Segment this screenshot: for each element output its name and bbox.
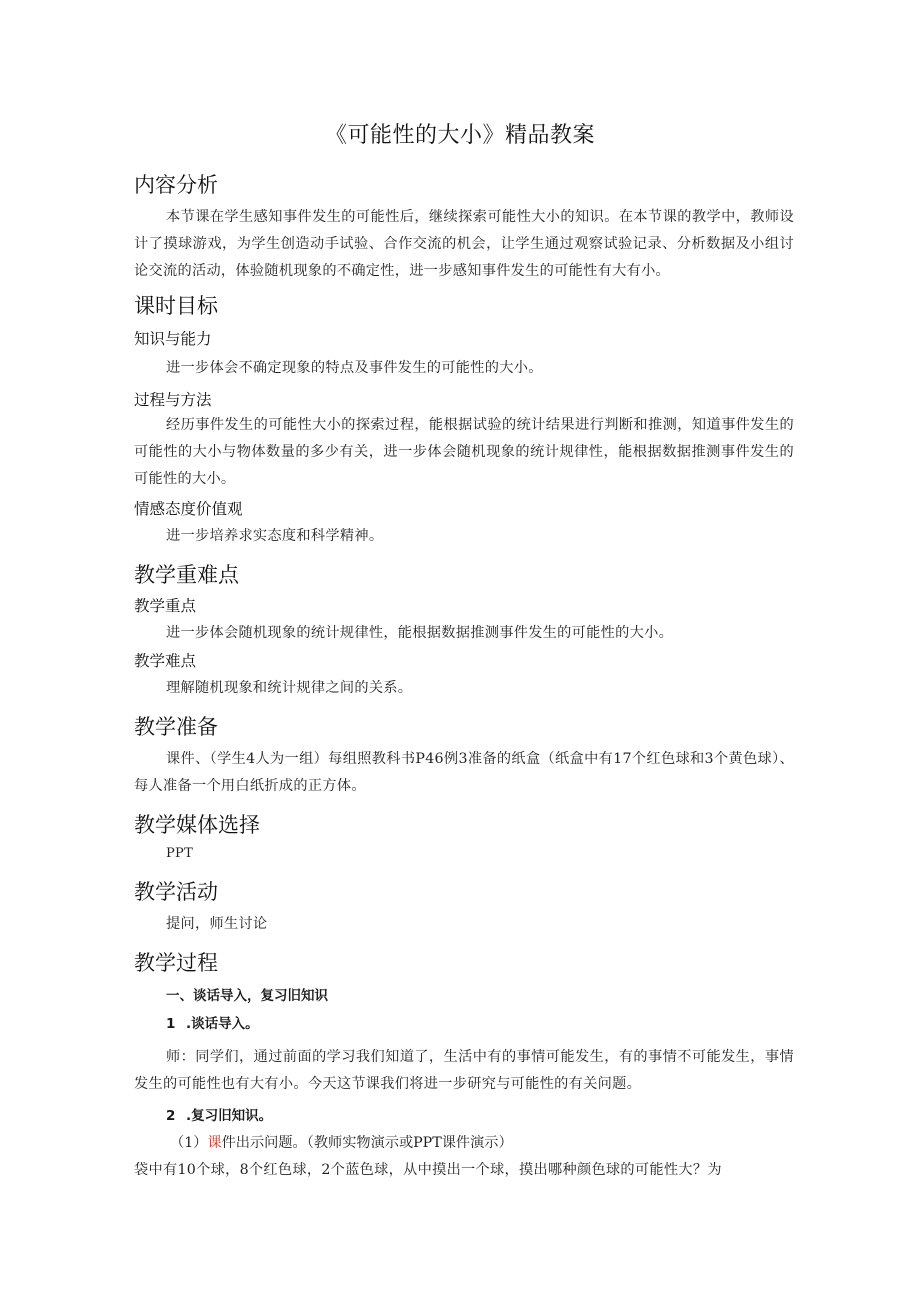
process-sub-1-prefix: （1） bbox=[170, 1135, 208, 1151]
process-item-1-text: 师：同学们，通过前面的学习我们知道了，生活中有的事情可能发生，有的事情不可能发生，事情发生的可能性也有大有小。今天这节课我们将进一步研究与可能性的有关问题。 bbox=[134, 1049, 794, 1092]
activity-text: 提问，师生讨论 bbox=[166, 916, 268, 932]
process-method-text: 经历事件发生的可能性大小的探索过程，能根据试验的统计结果进行判断和推测，知道事件发生的可能性的大小与物体数量的多少有关，进一步体会随机现象的统计规律性，能根据数据推测事件发生的可能性的大小。 bbox=[134, 417, 794, 487]
subheading-knowledge: 知识与能力 bbox=[134, 330, 212, 348]
subheading-process-method: 过程与方法 bbox=[134, 391, 212, 409]
subheading-difficulty: 教学难点 bbox=[134, 652, 197, 670]
section-heading-process: 教学过程 bbox=[134, 951, 218, 975]
media-text: PPT bbox=[166, 846, 194, 861]
section-heading-content-analysis: 内容分析 bbox=[134, 173, 218, 197]
section-heading-activity: 教学活动 bbox=[134, 880, 218, 904]
subheading-emotion: 情感态度价值观 bbox=[134, 500, 243, 518]
process-sub-1-text: 袋中有10个球，8个红色球，2个蓝色球，从中摸出一个球，摸出哪种颜色球的可能性大？为 bbox=[134, 1162, 722, 1178]
process-item-2-number: 2 bbox=[166, 1108, 176, 1124]
subheading-focus: 教学重点 bbox=[134, 597, 197, 615]
process-item-2-label: .复习旧知识。 bbox=[186, 1108, 273, 1124]
process-item-1-label: .谈话导入。 bbox=[186, 1016, 259, 1032]
process-item-1 bbox=[134, 1010, 794, 1038]
process-sub-1-rest: 件出示问题。（教师实物演示或PPT课件演示） bbox=[221, 1135, 513, 1151]
section-heading-key-points: 教学重难点 bbox=[134, 563, 239, 587]
focus-text: 进一步体会随机现象的统计规律性，能根据数据推测事件发生的可能性的大小。 bbox=[166, 625, 674, 641]
process-item-2 bbox=[134, 1102, 794, 1130]
process-sub-1 bbox=[134, 1130, 794, 1157]
section-heading-objectives: 课时目标 bbox=[134, 294, 218, 318]
document-title: 《可能性的大小》精品教案 bbox=[324, 123, 595, 148]
difficulty-text: 理解随机现象和统计规律之间的关系。 bbox=[166, 680, 413, 696]
section-heading-preparation: 教学准备 bbox=[134, 715, 218, 739]
knowledge-text: 进一步体会不确定现象的特点及事件发生的可能性的大小。 bbox=[166, 360, 543, 376]
preparation-text: 课件、（学生4人为一组）每组照教科书P46例3准备的纸盒（纸盒中有17个红色球和3个黄色球）、每人准备一个用白纸折成的正方体。 bbox=[134, 751, 794, 794]
process-sub-1-highlight: 课 bbox=[207, 1135, 222, 1151]
process-item-1-number: 1 bbox=[166, 1016, 176, 1032]
emotion-text: 进一步培养求实态度和科学精神。 bbox=[166, 528, 384, 544]
section-heading-media: 教学媒体选择 bbox=[134, 813, 260, 837]
document-body bbox=[134, 170, 794, 1184]
process-step-1: 一、谈话导入，复习旧知识 bbox=[166, 988, 328, 1004]
content-analysis-text: 本节课在学生感知事件发生的可能性后，继续探索可能性大小的知识。在本节课的教学中，教师设计了摸球游戏，为学生创造动手试验、合作交流的机会，让学生通过观察试验记录、分析数据及小组讨论交流的活动，体验随机现象的不确定性，进一步感知事件发生的可能性有大有小。 bbox=[134, 209, 794, 279]
